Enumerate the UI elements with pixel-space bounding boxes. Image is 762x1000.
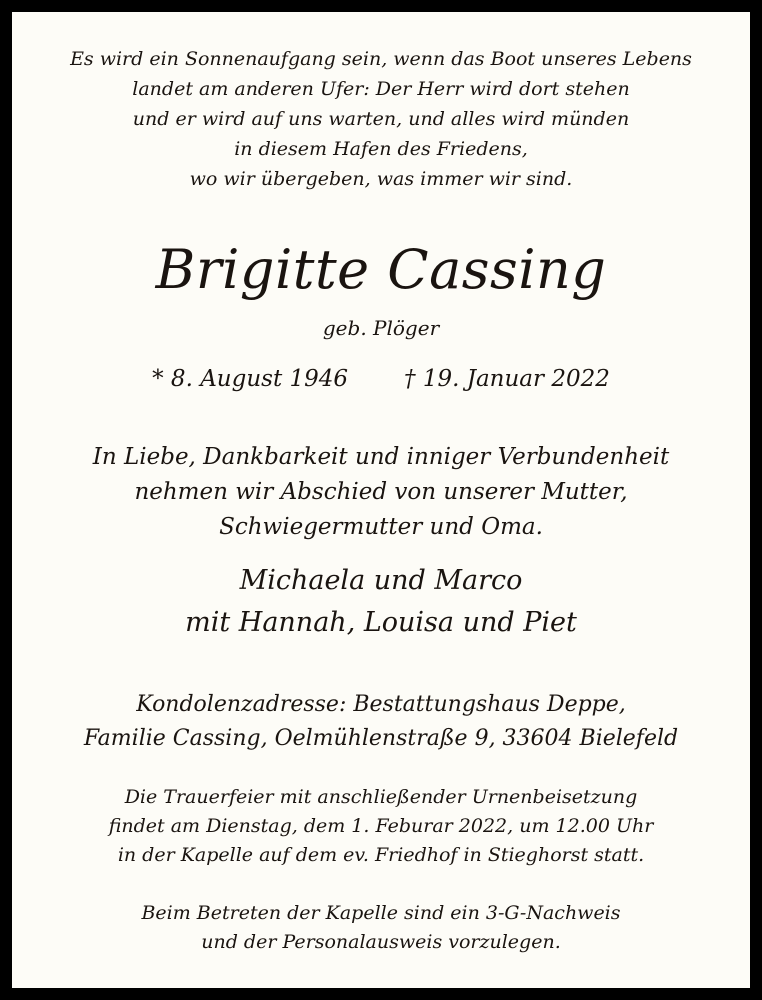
poem-line: in diesem Hafen des Friedens, [234,138,528,160]
ceremony-line: in der Kapelle auf dem ev. Friedhof in Stieghorst statt. [117,844,645,866]
tribute-line: In Liebe, Dankbarkeit und inniger Verbundenheit [92,444,670,470]
tribute-line: nehmen wir Abschied von unserer Mutter, [134,479,628,505]
poem-line: wo wir übergeben, was immer wir sind. [189,168,573,190]
poem-line: Es wird ein Sonnenaufgang sein, wenn das Boot unseres Lebens [70,48,692,70]
birth-name: geb. Plöger [322,316,440,340]
tribute-line: Schwiegermutter und Oma. [219,514,543,540]
family-line: mit Hannah, Louisa und Piet [185,607,577,638]
poem-line: und er wird auf uns warten, und alles wird münden [132,108,630,130]
poem-line: landet am anderen Ufer: Der Herr wird dort stehen [132,78,630,100]
deceased-name: Brigitte Cassing [155,238,607,301]
family-line: Michaela und Marco [239,565,523,596]
ceremony-line: Die Trauerfeier mit anschließender Urnenbeisetzung [124,786,638,808]
birth-date: * 8. August 1946 [152,366,349,392]
notice-line: Beim Betreten der Kapelle sind ein 3-G-Nachweis [141,902,621,924]
life-dates [12,366,750,392]
notice-line: und der Personalausweis vorzulegen. [201,931,561,953]
address-line: Familie Cassing, Oelmühlenstraße 9, 33604 Bielefeld [83,726,679,751]
address-line: Kondolenzadresse: Bestattungshaus Deppe, [136,692,626,717]
ceremony-line: findet am Dienstag, dem 1. Feburar 2022, um 12.00 Uhr [108,815,654,837]
obituary-card [12,12,750,988]
death-date: † 19. Januar 2022 [404,366,610,392]
